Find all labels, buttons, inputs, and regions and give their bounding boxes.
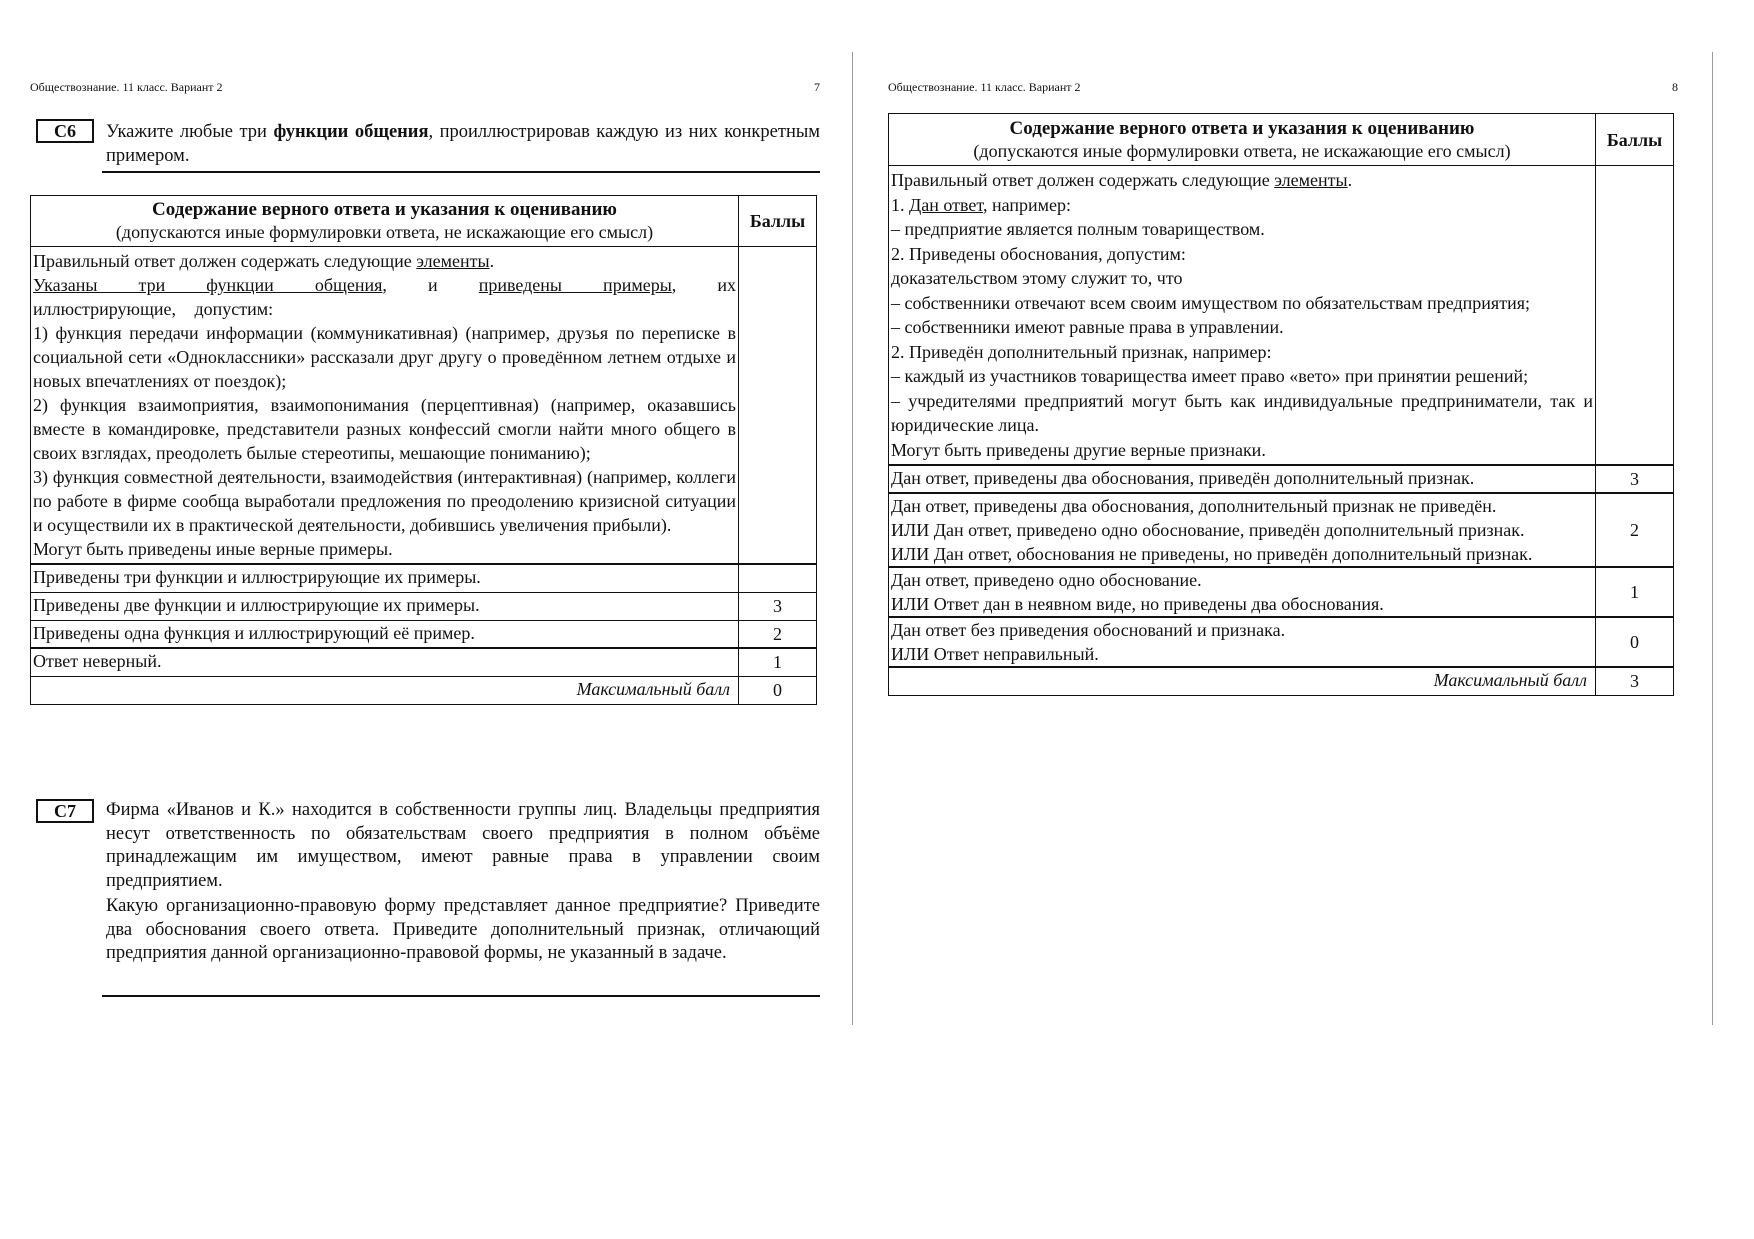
criteria-row	[31, 564, 817, 592]
criteria-line: ИЛИ Дан ответ, приведено одно обоснование, приведён дополнительный признак.	[891, 520, 1525, 540]
content-line: 2. Приведены обоснования, допустим:	[891, 243, 1186, 264]
score-cell-empty	[739, 247, 817, 565]
task-code-box: С6	[36, 119, 94, 143]
criteria-score: 0	[1596, 617, 1674, 667]
requirement-mid: , и	[382, 275, 479, 295]
criteria-line: Дан ответ, приведены два обоснования, дополнительный признак не приведён.	[891, 496, 1497, 516]
intro-end: .	[489, 251, 495, 271]
content-item: 1) функция передачи информации (коммуникативная) (например, друзья по переписке в социальной сети «Одноклассники» рассказали друг другу о проведённом летнем отдыхе и новых впечатлениях от поездок);	[33, 323, 736, 391]
table-header-cell	[31, 196, 739, 247]
content-note: Могут быть приведены иные верные примеры.	[33, 539, 393, 559]
score-header: Баллы	[739, 196, 817, 247]
question-key-term: функции общения	[273, 122, 429, 142]
content-line: – каждый из участников товарищества имеет право «вето» при принятии решений;	[891, 366, 1529, 386]
criteria-score: 2	[739, 620, 817, 648]
running-header	[30, 80, 820, 94]
c6-scoring-table	[30, 195, 817, 705]
task-question	[106, 121, 820, 168]
page-edge-line	[1712, 52, 1713, 1025]
table-header-note: (допускаются иные формулировки ответа, не искажающие его смысл)	[115, 222, 654, 242]
content-line: 2. Приведён дополнительный признак, например:	[891, 341, 1272, 362]
table-header-row	[889, 114, 1674, 166]
table-header-note: (допускаются иные формулировки ответа, не искажающие его смысл)	[973, 140, 1511, 161]
criteria-line: ИЛИ Ответ неправильный.	[891, 644, 1099, 664]
running-header	[888, 80, 1678, 94]
criteria-row	[31, 648, 817, 676]
criteria-row	[31, 592, 817, 620]
criteria-line: ИЛИ Дан ответ, обоснования не приведены, но приведён дополнительный признак.	[891, 544, 1533, 564]
intro-underlined: элементы	[416, 251, 490, 271]
answer-content	[889, 166, 1596, 466]
criteria-text	[889, 465, 1596, 493]
task-question	[106, 799, 820, 966]
answer-end: , например:	[982, 194, 1071, 215]
criteria-score: 3	[739, 592, 817, 620]
criteria-row	[889, 567, 1674, 617]
content-requirement	[33, 273, 736, 321]
content-line: – собственники имеют равные права в управлении.	[891, 317, 1284, 337]
criteria-score: 3	[1596, 465, 1674, 493]
criteria-score	[739, 564, 817, 592]
criteria-text: Ответ неверный.	[31, 648, 739, 676]
content-line: – собственники отвечают всем своим имуществом по обязательствам предприятия;	[891, 292, 1530, 313]
answer-prefix: 1.	[891, 194, 909, 215]
content-answer	[891, 193, 1593, 218]
c7-scoring-table	[888, 113, 1674, 696]
content-intro	[33, 249, 736, 273]
intro-underlined: элементы	[1274, 170, 1348, 190]
criteria-score: 2	[1596, 493, 1674, 567]
requirement-underlined-2: приведены примеры	[478, 275, 672, 295]
criteria-score: 1	[739, 648, 817, 676]
content-item: 3) функция совместной деятельности, взаимодействия (интерактивная) (например, коллеги по работе в фирме сообща выработали предложения по преодолению кризисной ситуации и осуществили их в практической деятельности, добившись увеличения прибыли).	[33, 467, 736, 535]
task-code-box: С7	[36, 799, 94, 823]
max-score-row	[889, 667, 1674, 695]
content-line: – учредителями предприятий могут быть как индивидуальные предприниматели, так и юридические лица.	[891, 390, 1593, 435]
table-header-title: Содержание верного ответа и указания к оцениванию	[152, 199, 617, 220]
max-score-label: Максимальный балл	[31, 676, 739, 704]
max-score-value: 3	[1596, 667, 1674, 695]
intro-end: .	[1347, 170, 1353, 190]
question-text-end: , проиллюстрировав каждую из них конкретным примером.	[106, 122, 821, 166]
task-divider	[102, 171, 820, 173]
score-cell-empty	[1596, 166, 1674, 466]
criteria-row	[889, 617, 1674, 667]
answer-content-row	[889, 166, 1674, 466]
question-paragraph: Фирма «Иванов и К.» находится в собственности группы лиц. Владельцы предприятия несут ответственность по обязательствам своего предприятия в полном объёме принадлежащим им имуществом, имеют равные права в управлении своим предприятием.	[106, 800, 820, 891]
table-header-cell	[889, 114, 1596, 166]
criteria-text: Приведены три функции и иллюстрирующие их примеры.	[31, 564, 739, 592]
criteria-line: Дан ответ, приведены два обоснования, приведён дополнительный признак.	[891, 468, 1475, 488]
content-line: – предприятие является полным товариществом.	[891, 219, 1265, 239]
page-number: 7	[814, 80, 820, 94]
max-score-row	[31, 676, 817, 704]
table-header-row	[31, 196, 817, 247]
requirement-end: , их иллюстрирующие, допустим:	[33, 275, 736, 319]
task-divider	[102, 995, 820, 997]
criteria-row	[889, 493, 1674, 567]
page-separator	[852, 52, 853, 1025]
requirement-underlined-1: Указаны три функции общения	[33, 275, 383, 295]
question-paragraph: Какую организационно-правовую форму представляет данное предприятие? Приведите два обоснования своего ответа. Приведите дополнительный признак, отличающий предприятия данной организационно-правовой формы, не указанный в задаче.	[106, 896, 820, 963]
criteria-line: Дан ответ, приведено одно обоснование.	[891, 570, 1202, 590]
criteria-text	[889, 493, 1596, 567]
criteria-text	[889, 617, 1596, 667]
subject-title: Обществознание. 11 класс. Вариант 2	[888, 80, 1081, 94]
max-score-value: 0	[739, 676, 817, 704]
content-note: Могут быть приведены другие верные признаки.	[891, 439, 1266, 460]
content-line: доказательством этому служит то, что	[891, 268, 1183, 288]
answer-content	[31, 247, 739, 565]
question-text-start: Укажите любые три	[106, 122, 274, 142]
content-intro	[891, 168, 1593, 193]
page-number: 8	[1672, 80, 1678, 94]
criteria-text	[889, 567, 1596, 617]
criteria-score: 1	[1596, 567, 1674, 617]
answer-underlined: Дан ответ	[909, 194, 983, 215]
criteria-text: Приведены две функции и иллюстрирующие их примеры.	[31, 592, 739, 620]
intro-text: Правильный ответ должен содержать следующие	[33, 251, 417, 271]
criteria-row	[889, 465, 1674, 493]
criteria-text: Приведены одна функция и иллюстрирующий её пример.	[31, 620, 739, 648]
criteria-line: ИЛИ Ответ дан в неявном виде, но приведены два обоснования.	[891, 594, 1384, 614]
intro-text: Правильный ответ должен содержать следующие	[891, 170, 1275, 190]
content-item: 2) функция взаимоприятия, взаимопонимания (перцептивная) (например, оказавшись вместе в командировке, представители разных конфессий смогли найти много общего в своих взглядах, преодолеть былые стереотипы, мешающие пониманию);	[33, 395, 736, 463]
criteria-line: Дан ответ без приведения обоснований и признака.	[891, 620, 1286, 640]
subject-title: Обществознание. 11 класс. Вариант 2	[30, 80, 223, 94]
table-header-title: Содержание верного ответа и указания к оцениванию	[1009, 117, 1475, 139]
answer-content-row	[31, 247, 817, 565]
score-header: Баллы	[1596, 114, 1674, 166]
max-score-label: Максимальный балл	[889, 667, 1596, 695]
criteria-row	[31, 620, 817, 648]
